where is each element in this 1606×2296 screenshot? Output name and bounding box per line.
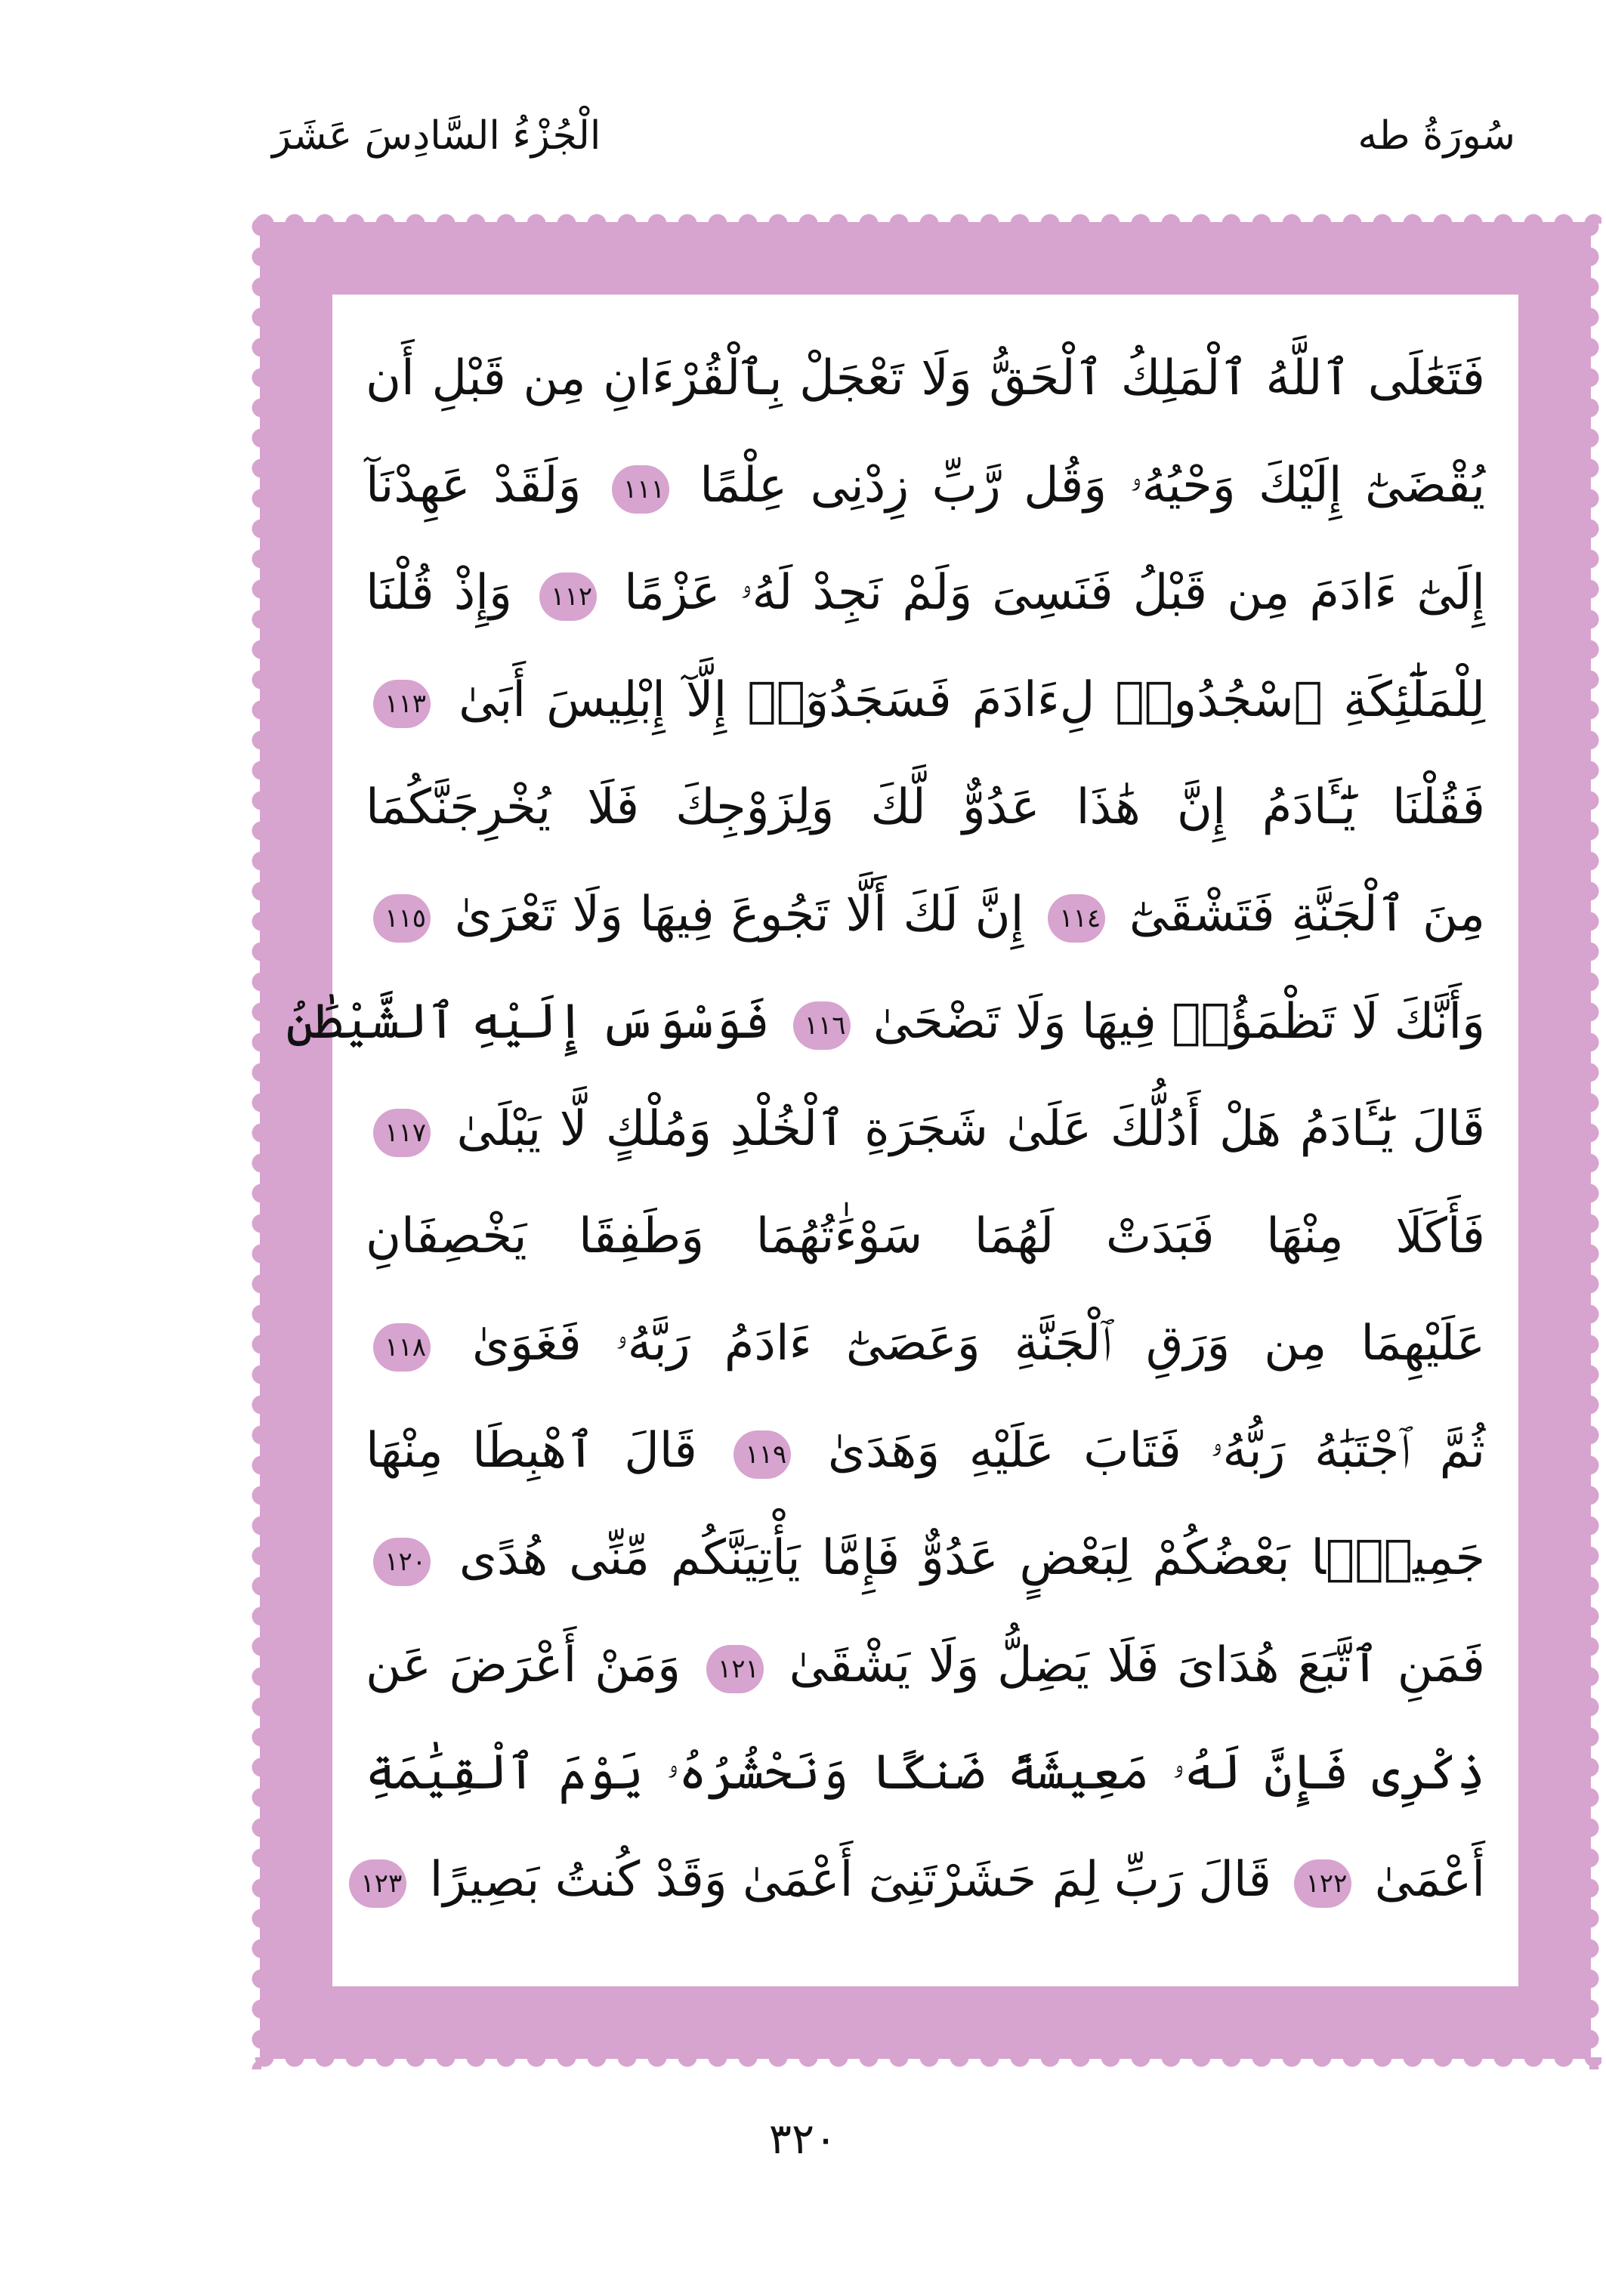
verse-text: يُقْضَىٰٓ إِلَيْكَ وَحْيُهُۥ وَقُل رَّبِّ زِدْنِى عِلْمًا — [700, 458, 1486, 514]
ayah-number-marker: ١٢٠ — [373, 1538, 431, 1586]
verse-line — [366, 647, 1485, 754]
verse-text: إِلَىٰٓ ءَادَمَ مِن قَبْلُ فَنَسِىَ وَلَمْ نَجِدْ لَهُۥ عَزْمًا — [624, 565, 1486, 621]
verse-text: جَمِيعًۢا بَعْضُكُمْ لِبَعْضٍ عَدُوٌّ فَإِمَّا يَأْتِيَنَّكُم مِّنِّى هُدًى — [459, 1530, 1486, 1586]
verse-text: قَالَ يَٰٓـَٔادَمُ هَلْ أَدُلُّكَ عَلَىٰ شَجَرَةِ ٱلْخُلْدِ وَمُلْكٍ لَّا يَبْلَىٰ — [456, 1101, 1486, 1157]
verse-line — [366, 1183, 1485, 1290]
ayah-number-marker: ١١٤ — [1048, 894, 1105, 943]
verse-line — [366, 1397, 1485, 1504]
verse-line — [366, 539, 1485, 647]
verse-line — [366, 1290, 1485, 1397]
verse-text: لِلْمَلَٰٓئِكَةِ ٱسْجُدُوا۟ لِءَادَمَ فَسَجَدُوٓا۟ إِلَّآ إِبْلِيسَ أَبَىٰ — [459, 672, 1486, 728]
verse-line — [286, 968, 1485, 1075]
verse-text: مِنَ ٱلْجَنَّةِ فَتَشْقَىٰٓ — [1129, 887, 1486, 943]
page-frame — [249, 211, 1601, 2069]
verse-text: وَإِذْ قُلْنَا — [366, 565, 512, 621]
verse-line — [360, 1826, 1485, 1933]
verse-text: أَعْمَىٰ — [1374, 1852, 1485, 1908]
ayah-number-marker: ١١٣ — [373, 680, 431, 728]
page-number: ٣٢٠ — [768, 2115, 838, 2164]
border-scallop-bottom — [249, 2057, 1601, 2069]
ayah-number-marker: ١١٥ — [373, 894, 431, 943]
border-scallop-left — [249, 211, 261, 2069]
verse-line — [366, 1719, 1485, 1826]
verse-line — [366, 754, 1485, 861]
ayah-number-marker: ١١٩ — [734, 1430, 791, 1479]
verse-text: فَقُلْنَا يَٰٓـَٔادَمُ إِنَّ هَٰذَا عَدُوٌّ لَّكَ وَلِزَوْجِكَ فَلَا يُخْرِجَنَّكُمَا — [366, 779, 1485, 835]
ayah-number-marker: ١٢٣ — [349, 1859, 406, 1908]
verse-line — [366, 1075, 1485, 1183]
ayah-number-marker: ١١٨ — [373, 1323, 431, 1372]
ayah-number-marker: ١١١ — [612, 465, 669, 514]
verse-text: عَلَيْهِمَا مِن وَرَقِ ٱلْجَنَّةِ وَعَصَىٰٓ ءَادَمُ رَبَّهُۥ فَغَوَىٰ — [472, 1316, 1486, 1372]
juz-title: الْجُزْءُ السَّادِسَ عَشَرَ — [272, 113, 601, 159]
verse-text: ثُمَّ ٱجْتَبَٰهُ رَبُّهُۥ فَتَابَ عَلَيْهِ وَهَدَىٰ — [827, 1423, 1486, 1479]
ayah-number-marker: ١١٦ — [793, 1001, 851, 1050]
verse-line — [366, 432, 1485, 539]
verse-text: قَالَ رَبِّ لِمَ حَشَرْتَنِىٓ أَعْمَىٰ وَقَدْ كُنتُ بَصِيرًا — [429, 1852, 1271, 1908]
ayah-number-marker: ١١٢ — [539, 572, 597, 621]
verse-text: وَلَقَدْ عَهِدْنَآ — [366, 458, 582, 514]
border-scallop-top — [249, 211, 1601, 224]
verse-text: فَأَكَلَا مِنْهَا فَبَدَتْ لَهُمَا سَوْءَٰتُهُمَا وَطَفِقَا يَخْصِفَانِ — [366, 1208, 1485, 1264]
verse-text: وَأَنَّكَ لَا تَظْمَؤُا۟ فِيهَا وَلَا تَضْحَىٰ — [872, 994, 1485, 1050]
verse-text: فَمَنِ ٱتَّبَعَ هُدَاىَ فَلَا يَضِلُّ وَلَا يَشْقَىٰ — [789, 1637, 1486, 1693]
verse-line — [366, 1504, 1485, 1612]
verse-text: فَوَسْوَسَ إِلَيْهِ ٱلشَّيْطَٰنُ — [286, 994, 771, 1050]
ayah-number-marker: ١٢٢ — [1294, 1859, 1351, 1908]
verse-text: إِنَّ لَكَ أَلَّا تَجُوعَ فِيهَا وَلَا تَعْرَىٰ — [454, 887, 1024, 943]
border-scallop-right — [1589, 211, 1601, 2069]
ayah-number-marker: ١١٧ — [373, 1109, 431, 1157]
verse-text: فَتَعَٰلَى ٱللَّهُ ٱلْمَلِكُ ٱلْحَقُّ وَلَا تَعْجَلْ بِٱلْقُرْءَانِ مِن قَبْلِ أَن — [366, 350, 1485, 406]
verse-text: قَالَ ٱهْبِطَا مِنْهَا — [366, 1423, 697, 1479]
verse-line — [366, 325, 1485, 432]
verse-line — [366, 1612, 1485, 1719]
verse-text-area — [286, 295, 1518, 1986]
verse-text: وَمَنْ أَعْرَضَ عَن — [366, 1637, 681, 1693]
verse-text: ذِكْرِى فَإِنَّ لَهُۥ مَعِيشَةً ضَنكًا وَنَحْشُرُهُۥ يَوْمَ ٱلْقِيَٰمَةِ — [366, 1745, 1485, 1801]
ayah-number-marker: ١٢١ — [706, 1645, 764, 1693]
verse-line — [366, 861, 1485, 968]
surah-title: سُورَةُ طه — [1357, 113, 1515, 159]
